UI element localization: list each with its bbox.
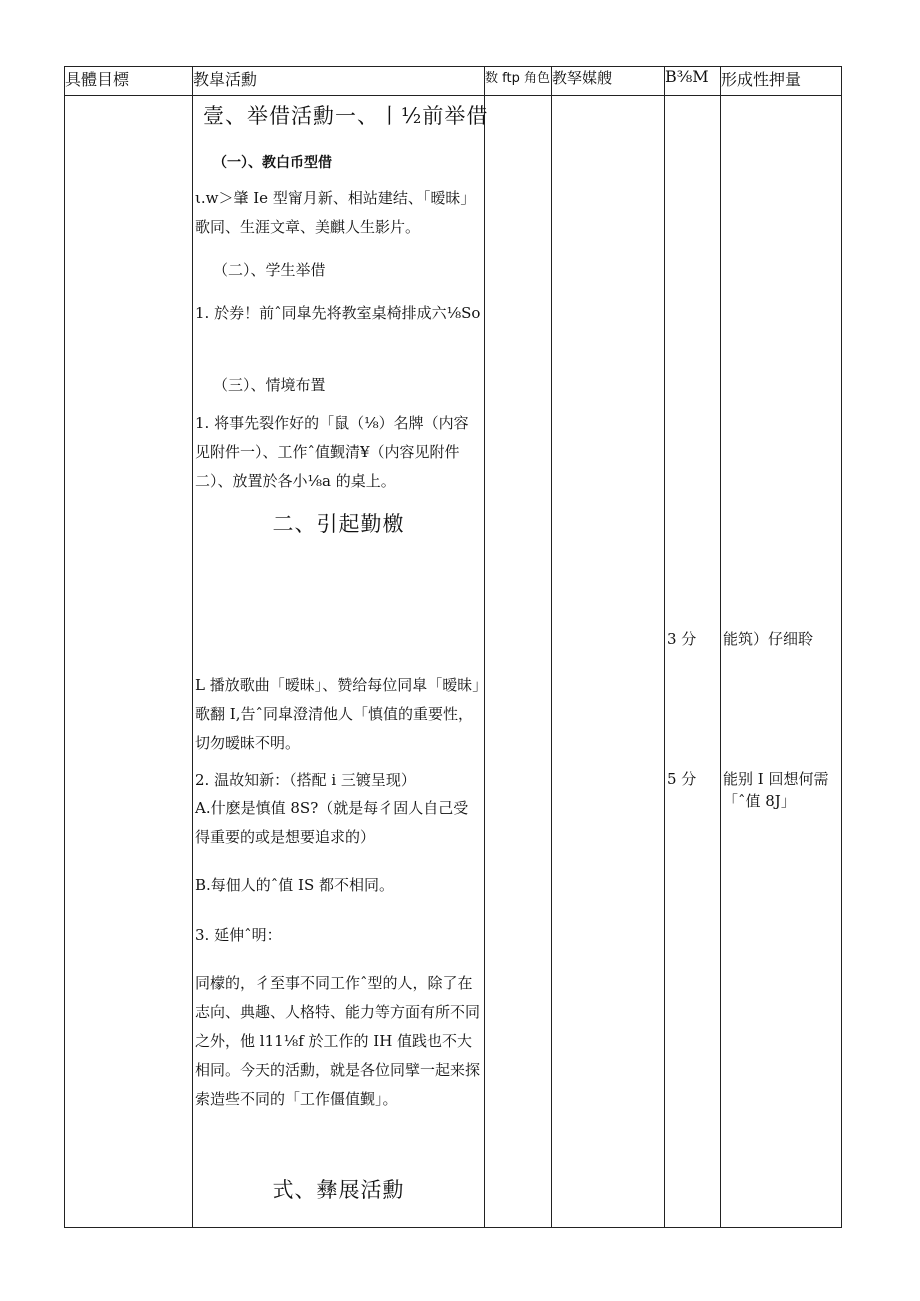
- lesson-plan-table: [64, 66, 842, 1228]
- media-cell: [552, 96, 665, 1228]
- time-1: 3 分: [667, 630, 697, 648]
- content-row: [65, 96, 842, 1228]
- header-time: B⅜M: [665, 67, 721, 96]
- item-2-heading: 2. 温故知新：（搭配 i 三镀呈现）: [195, 771, 416, 789]
- header-row: [65, 67, 842, 96]
- section-3-title: 式、彝展活勳: [272, 1178, 405, 1202]
- section-1-3-text: 1. 将事先裂作好的「鼠（⅛）名牌（内容见附件一）、工作ˆ值觐清¥（内容见附件二）、放置於各小⅛a 的桌上。: [195, 414, 469, 490]
- item-2b-text: B.每佃人的ˆ值 IS 都不相同。: [195, 876, 395, 894]
- header-role: 数 ftp 角色: [485, 67, 552, 96]
- time-cell: [665, 96, 721, 1228]
- header-activity: 教皐活勳: [193, 67, 485, 96]
- section-1-1-text: ι.w＞肇 Ie 型甯月新、相站建结、「暧昧」歌同、生涯文章、美麒人生影片。: [195, 189, 476, 236]
- header-media: 教孥媒艘: [552, 67, 665, 96]
- section-2-title: 二、引起勤檄: [272, 512, 405, 536]
- section-1-2-heading: （二）、学生举借: [213, 261, 326, 279]
- section-1-2-text: 1. 於券！前ˆ同皐先将教室桌椅排成六⅛So: [195, 304, 481, 322]
- role-cell: [485, 96, 552, 1228]
- item-3-heading: 3. 延伸ˆ明：: [195, 926, 282, 944]
- item-3-text: 同檬的，彳至事不同工作ˆ型的人，除了在志向、典趣、人格特、能力等方面有所不同之外，他 l11⅛f 於工作的 IH 值践也不大相同。今天的活勳，就是各位同擘一起来探索造些不同的「工作僵值觐」。: [195, 974, 481, 1108]
- goal-cell: [65, 96, 193, 1228]
- evaluation-cell: [721, 96, 842, 1228]
- section-1-3-heading: （三）、情境布置: [213, 376, 326, 394]
- time-2: 5 分: [667, 770, 697, 788]
- item-2a-text: A.什麽是慎值 8S?（就是每彳固人自己受得重要的或是想要追求的）: [195, 799, 469, 846]
- section-1-title: 壹、举借活勳一、丨½前举借: [203, 104, 489, 128]
- evaluation-2: 能别 I 回想何需「ˆ值 8J」: [723, 770, 829, 810]
- section-1-1-heading: （一）、教白币型借: [213, 155, 332, 171]
- activity-cell: [193, 96, 489, 1228]
- evaluation-1: 能筑）仔细聆: [723, 630, 814, 648]
- header-evaluation: 形成性押量: [721, 67, 842, 96]
- item-1-text: L 播放歌曲「暧昧」、赞给每位同皐「暧昧」歌翻 I,告ˆ同皐澄清他人「慎值的重要性，切勿暧昧不明。: [195, 676, 480, 752]
- header-goal: 具體目標: [65, 67, 193, 96]
